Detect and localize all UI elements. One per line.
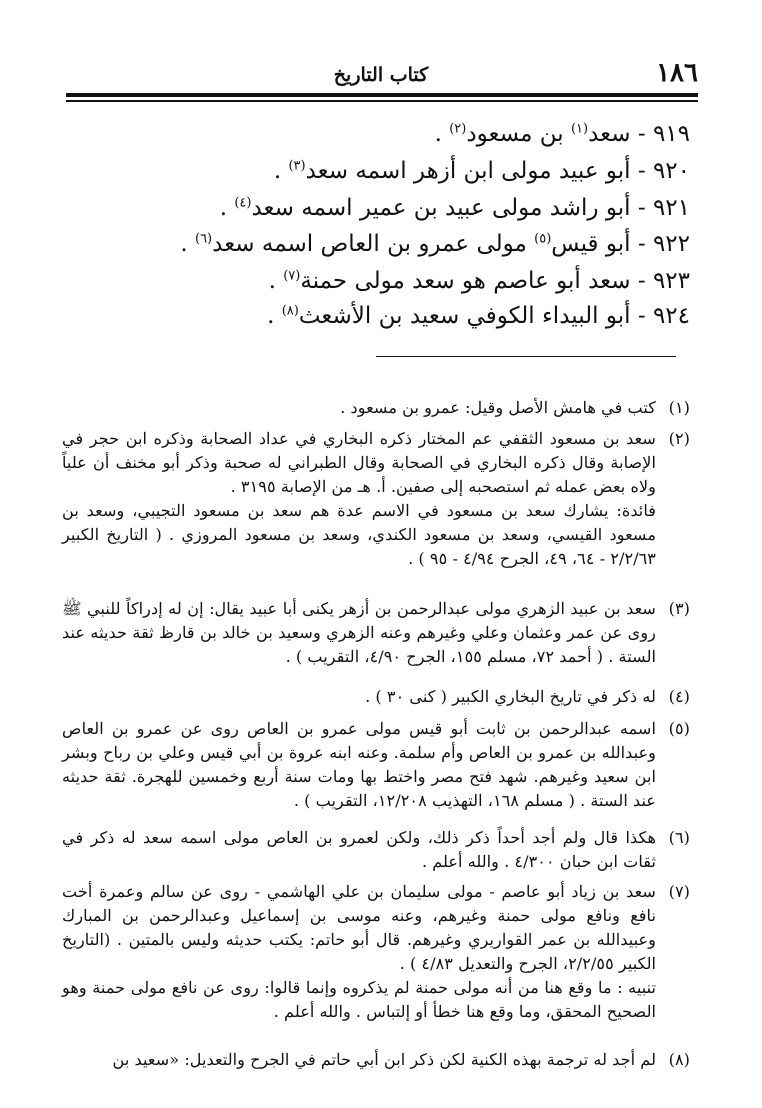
note-ref: (٤) [234,195,252,211]
note-ref: (٥) [534,231,552,247]
note-ref: (٧) [283,268,301,284]
footnote-3 [62,597,690,669]
note-ref: (٨) [281,303,299,319]
footnote-7 [62,880,690,1024]
footnote-number: (٢) [668,429,690,448]
entry-923: ٩٢٣ - سعد أبو عاصم هو سعد مولى حمنة$^{(٧)}$ . [268,268,690,294]
footnote-text: هكذا قال ولم أجد أحداً ذكر ذلك، ولكن لعمرو بن العاص مولى اسمه سعد له ذكر في ثقات ابن حبان ٤/٣٠٠ . والله أعلم . [62,828,656,871]
footnote-text: لم أجد له ترجمة بهذه الكنية لكن ذكر ابن أبي حاتم في الجرح والتعديل: «سعيد بن [112,1050,656,1069]
footnote-text: سعد بن مسعود الثقفي عم المختار ذكره البخاري في عداد الصحابة وذكره ابن حجر في الإصابة وقال ذكره البخاري في الصحابة وقال الطبراني له صحبة وذكر أبو مخنف أن علياً ولاه بعض عمله ثم استصحبه إلى صفين. أ. هـ من الإصابة ٣١٩٥ . [62,429,656,496]
entry-924: ٩٢٤ - أبو البيداء الكوفي سعيد بن الأشعث$^{(٨)}$ . [267,303,690,329]
footnote-number: (٧) [668,882,690,901]
footnote-text: فائدة: يشارك سعد بن مسعود في الاسم عدة هم سعد بن مسعود التجيبي، وسعد بن مسعود القيسي، وسعد بن مسعود الكندي، وسعد بن مسعود المروزي . ( التاريخ الكبير ٢/٢/٦٣ - ٦٤، ٤٩، الجرح ٤/٩٤ - ٩٥ ) . [62,501,656,568]
footnote-number: (٤) [668,687,690,706]
footnote-text: سعد بن عبيد الزهري مولى عبدالرحمن بن أزهر يكنى أبا عبيد يقال: إن له إدراكاً للنبي ﷺ روى عن عمر وعثمان وعلي وغيرهم وعنه الزهري وسعيد بن خالد بن قارظ ثقة حديثه عند الستة . ( أحمد ٧٢، مسلم ١٥٥، الجرح ٤/٩٠، التقريب ) . [62,599,656,666]
entry-919: ٩١٩ - سعد$^{(١)}$ بن مسعود$^{(٢)}$ . [434,121,690,147]
footnote-text: كتب في هامش الأصل وقيل: عمرو بن مسعود . [340,398,656,417]
footnote-2 [62,427,690,571]
running-title: كتاب التاريخ [333,64,429,86]
footnote-text: سعد بن زياد أبو عاصم - مولى سليمان بن علي الهاشمي - روى عن سالم وعمرة أخت نافع ونافع مولى حمنة وغيرهم، وعنه موسى بن إسماعيل وعبدالرحمن بن المبارك وعبيدالله بن عمر القواريري وغيرهم. قال أبو حاتم: يكتب حديثه وليس بالمتين . (التاريخ الكبير ٢/٢/٥٥، الجرح والتعديل ٤/٨٣ ) . [62,882,656,973]
note-ref: (١) [570,121,589,137]
footnote-1 [62,396,690,420]
footnote-number: (٦) [668,828,690,847]
note-ref: (٣) [288,158,306,174]
footnote-6 [62,826,690,874]
footnote-4 [62,685,690,709]
footnote-text: له ذكر في تاريخ البخاري الكبير ( كنى ٣٠ ) . [365,687,656,706]
entry-922: ٩٢٢ - أبو قيس$^{(٥)}$ مولى عمرو بن العاص اسمه سعد$^{(٦)}$ . [180,231,690,257]
footnote-number: (٣) [668,599,690,618]
footnote-text: اسمه عبدالرحمن بن ثابت أبو قيس مولى عمرو بن العاص روى عن عمرو بن العاص وعبدالله بن عمرو بن العاص وأم سلمة. وعنه ابنه عروة بن أبي قيس وعلي بن رباح وبشر ابن سعيد وغيرهم. شهد فتح مصر واختط بها ومات سنة أربع وخمسين للهجرة. ثقة حديثه عند الستة . ( مسلم ١٦٨، التهذيب ١٢/٢٠٨، التقريب ) . [62,719,656,810]
footnote-number: (٥) [668,719,690,738]
entry-921: ٩٢١ - أبو راشد مولى عبيد بن عمير اسمه سعد$^{(٤)}$ . [219,195,690,221]
page-number: ١٨٦ [656,58,698,88]
note-ref: (٦) [194,231,213,247]
header-rule-thin [66,100,698,102]
footnote-number: (١) [668,398,690,417]
footnote-separator [376,356,676,357]
footnote-text: تنبيه : ما وقع هنا من أنه مولى حمنة لم يذكروه وإنما قالوا: روى عن نافع مولى حمنة وهو الصحيح المحقق، وما وقع هنا خطأ أو إلتباس . والله أعلم . [62,978,656,1021]
header-rule [66,93,698,97]
footnote-5 [62,717,690,813]
entry-920: ٩٢٠ - أبو عبيد مولى ابن أزهر اسمه سعد$^{(٣)}$ . [273,158,690,184]
note-ref: (٢) [449,121,467,137]
footnote-8 [62,1048,690,1072]
footnote-number: (٨) [668,1050,690,1069]
